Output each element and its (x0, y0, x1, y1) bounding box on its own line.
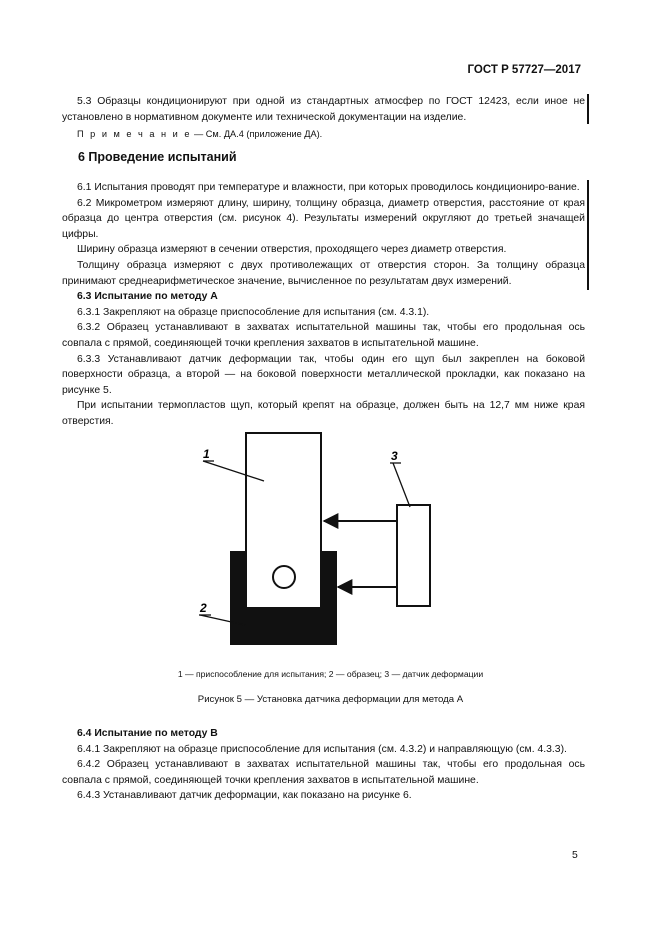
document-code: ГОСТ Р 57727—2017 (467, 64, 581, 76)
paragraph-6-2-width: Ширину образца измеряют в сечении отверстия, проходящего через диаметр отверстия. (77, 244, 507, 256)
figure-5-diagram (0, 425, 661, 645)
section-6-heading: 6 Проведение испытаний (78, 150, 237, 164)
figure-title: Рисунок 5 — Установка датчика деформации для метода А (197, 694, 464, 705)
paragraph-6-3-thermoplastics: При испытании термопластов щуп, который крепят на образце, должен быть на 12,7 мм ниже края отверстия. (62, 400, 585, 427)
paragraph-6-4-1: 6.4.1 Закрепляют на образце приспособление для испытания (см. 4.3.2) и направляющую (см. 4.3.3). (77, 743, 567, 755)
change-bar (587, 94, 589, 124)
paragraph-6-1: 6.1 Испытания проводят при температуре и влажности, при которых проводилось кондициониро-вание. (77, 182, 580, 193)
section-6-4-heading: 6.4 Испытание по методу В (77, 728, 218, 739)
note-label: П р и м е ч а н и е (77, 129, 192, 140)
section-5-3 (62, 94, 585, 143)
paragraph-6-3-3: 6.3.3 Устанавливают датчик деформации так, чтобы один его щуп был закреплен на боковой поверхности образца, а второй — на боковой поверхности металлической прокладки, как показано на рисунке 5. (62, 353, 585, 396)
figure-legend: 1 — приспособление для испытания; 2 — образец; 3 — датчик деформации (177, 669, 484, 679)
note (62, 127, 585, 143)
note-text: — См. ДА.4 (приложение ДА). (191, 129, 323, 140)
section-6-4 (62, 726, 585, 804)
paragraph-6-3-2: 6.3.2 Образец устанавливают в захватах испытательной машины так, чтобы его продольная ось совпала с прямой, соединяющей точки крепления захватов в испытательной машине. (62, 322, 585, 349)
deformation-sensor (397, 505, 430, 606)
leader-line-3 (393, 463, 410, 507)
label-3: 3 (391, 449, 398, 463)
section-6-3-heading: 6.3 Испытание по методу А (77, 291, 218, 303)
paragraph-6-4-2: 6.4.2 Образец устанавливают в захватах испытательной машины так, чтобы его продольная ось совпала с прямой, соединяющей точки крепления захватов в испытательной машине. (62, 759, 585, 786)
paragraph-6-2-thickness: Толщину образца измеряют с двух противолежащих от отверстия сторон. За толщину образца принимают среднеарифметическое значение, вычисленное по результатам двух измерений. (62, 259, 585, 287)
page-number: 5 (572, 850, 578, 861)
paragraph-6-3-1: 6.3.1 Закрепляют на образце приспособление для испытания (см. 4.3.1). (77, 306, 430, 318)
paragraph-5-3: 5.3 Образцы кондиционируют при одной из стандартных атмосфер по ГОСТ 12423, если иное не установлено в нормативном документе или технической документации на изделие. (62, 96, 585, 123)
label-1: 1 (203, 447, 210, 461)
specimen-hole (273, 566, 295, 588)
label-2: 2 (200, 601, 207, 615)
paragraph-6-2: 6.2 Микрометром измеряют длину, ширину, толщину образца, диаметр отверстия, расстояние от края образца до центра отверстия (см. рисунок 4). Результаты измерений округляют до третьей значащей цифры. (62, 197, 585, 240)
paragraph-6-4-3: 6.4.3 Устанавливают датчик деформации, как показано на рисунке 6. (77, 790, 412, 802)
change-bar (587, 180, 589, 290)
section-6-body (62, 180, 585, 430)
